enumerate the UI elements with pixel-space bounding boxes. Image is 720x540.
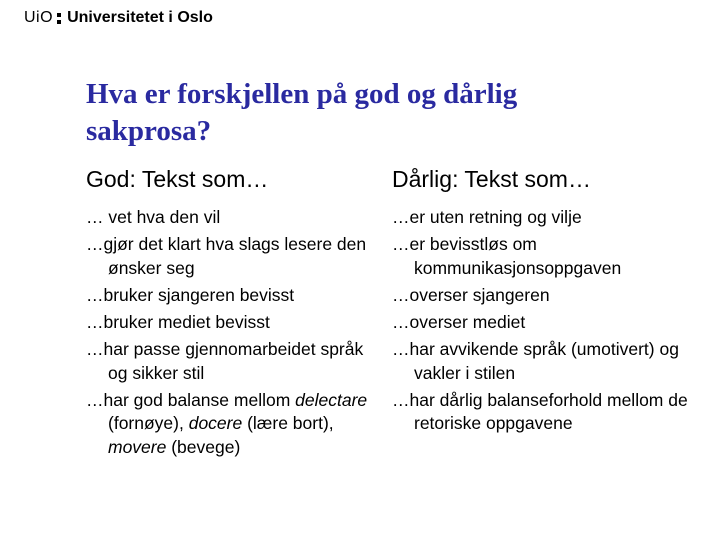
bad-item: …har dårlig balanseforhold mellom de retoriske oppgavene: [392, 390, 688, 434]
uio-logo: [24, 8, 213, 28]
gloss-docere: (lære bort),: [242, 413, 334, 434]
bad-list: [392, 206, 712, 436]
logo-colon-mark: [57, 11, 61, 25]
bad-item: …er bevisstløs om kommunikasjonsoppgaven: [392, 234, 622, 278]
bad-item: …har avvikende språk (umotivert) og vakler i stilen: [392, 339, 679, 383]
term-docere: docere: [188, 413, 243, 434]
term-delectare: delectare: [295, 390, 368, 411]
good-item: …har passe gjennomarbeidet språk og sikker stil: [86, 339, 364, 383]
good-heading: God: Tekst som…: [86, 166, 269, 192]
bad-item: …overser mediet: [392, 312, 526, 333]
good-item-balance: [86, 389, 386, 459]
good-item: …gjør det klart hva slags lesere den ønsker seg: [86, 234, 367, 278]
gloss-movere: (bevege): [166, 436, 241, 457]
good-item: …bruker mediet bevisst: [86, 312, 270, 333]
bad-column: [392, 164, 712, 440]
good-item: …bruker sjangeren bevisst: [86, 284, 295, 305]
slide-title: Hva er forskjellen på god og dårlig sakprosa?: [86, 78, 518, 147]
bad-heading: Dårlig: Tekst som…: [392, 166, 591, 192]
balance-prefix: …har god balanse mellom: [86, 390, 296, 411]
good-item: … vet hva den vil: [86, 207, 221, 227]
bad-item: …er uten retning og vilje: [392, 207, 582, 227]
good-list: [86, 206, 386, 459]
term-movere: movere: [108, 436, 167, 457]
logo-uio-text: UiO: [24, 9, 54, 26]
good-column: [86, 164, 386, 463]
bad-item: …overser sjangeren: [392, 284, 550, 305]
logo-university-name: Universitetet i Oslo: [67, 9, 213, 26]
gloss-delectare: (fornøye),: [108, 413, 189, 434]
